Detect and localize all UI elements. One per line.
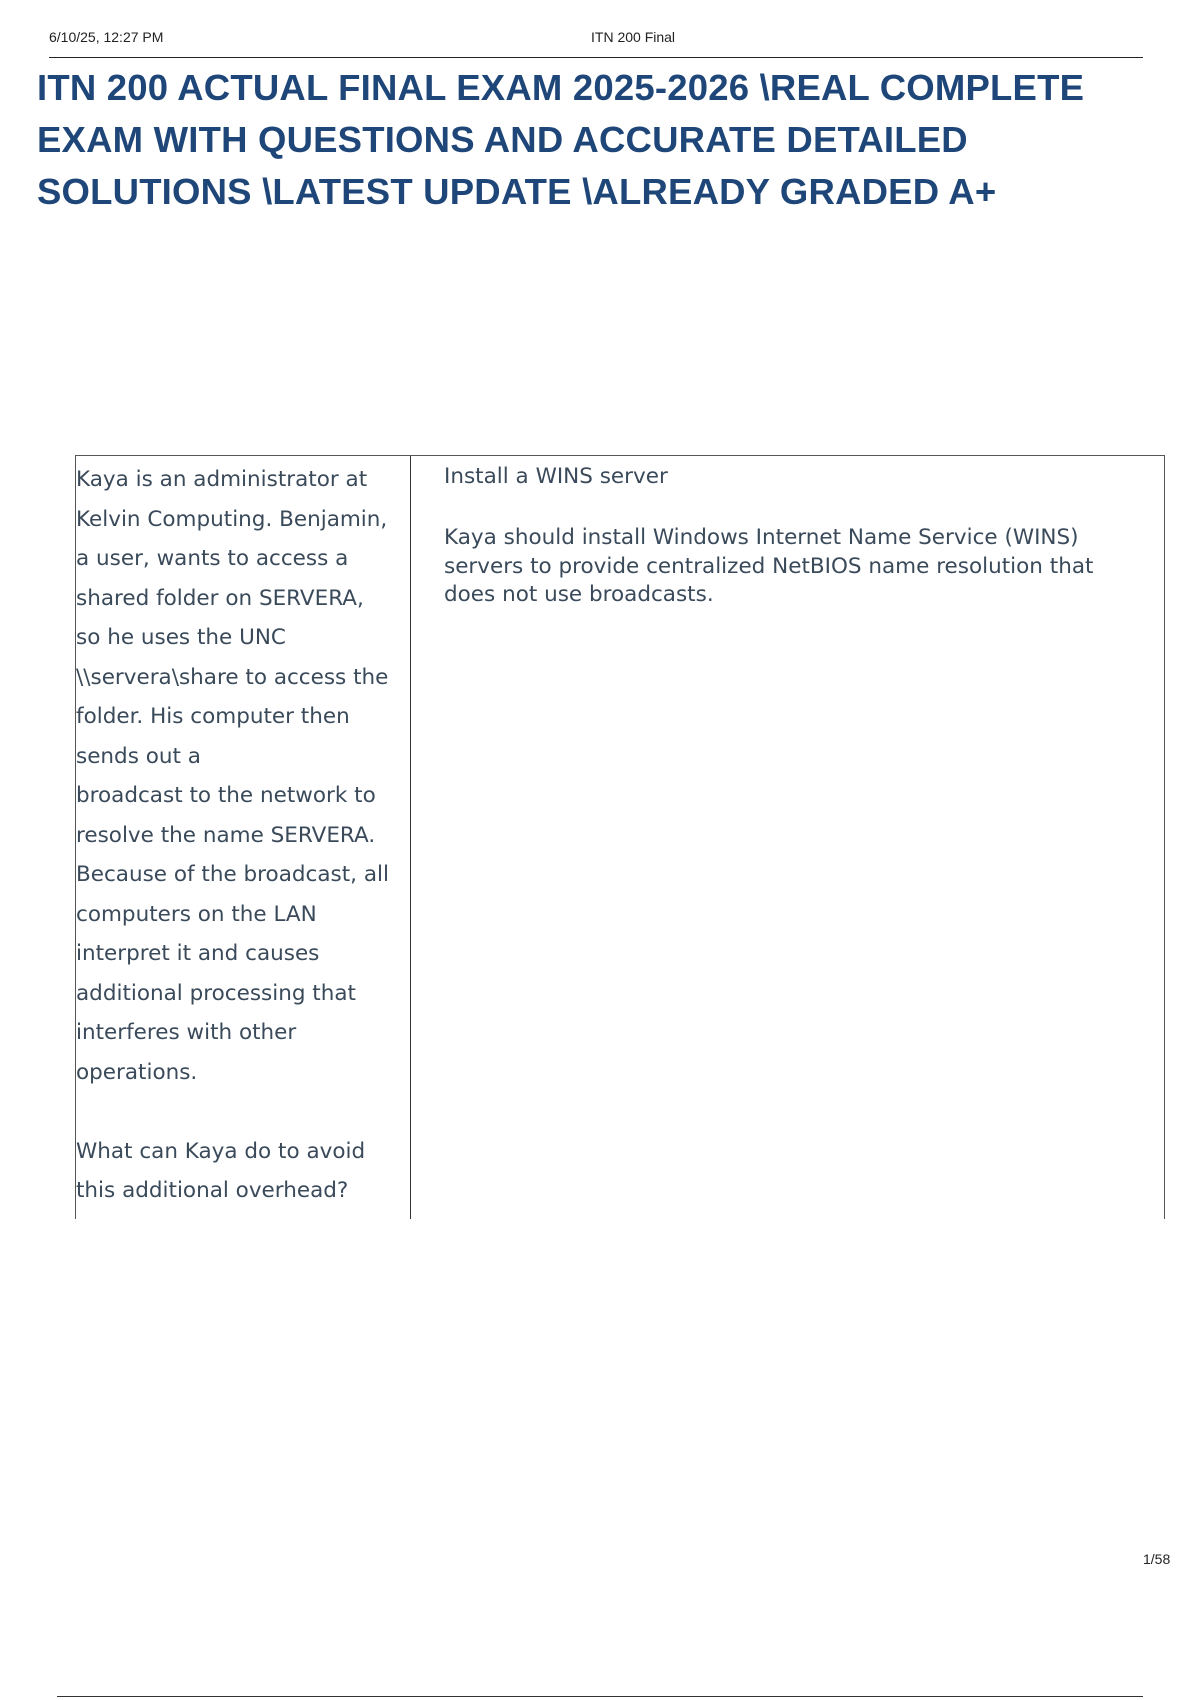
exam-title: ITN 200 ACTUAL FINAL EXAM 2025-2026 \REAL COMPLETE EXAM WITH QUESTIONS AND ACCURATE DETAILED SOLUTIONS \LATEST UPDATE \ALREADY GRADED A+ (37, 67, 1085, 212)
page-number: 1/58 (1143, 1551, 1171, 1567)
column-divider (410, 456, 411, 1219)
answer-cell (444, 460, 1144, 610)
print-header (49, 29, 1143, 58)
print-document-title: ITN 200 Final (591, 29, 676, 45)
question-text: Kaya is an administrator at Kelvin Computing. Benjamin, a user, wants to access a shared folder on SERVERA, so he uses the UNC \\servera\share to access the folder. His computer then sends out a broadcast to the network to resolve the name SERVERA. Because of the broadcast, all computers on the LAN interpret it and causes additional processing that interferes with other operations. What can Kaya do to avoid this additional overhead? (76, 467, 389, 1203)
question-answer-table (75, 455, 1165, 1219)
answer-title: Install a WINS server (444, 464, 668, 489)
print-date: 6/10/25, 12:27 PM (49, 29, 164, 45)
footer-rule (57, 1696, 1143, 1697)
answer-explanation: Kaya should install Windows Internet Name Service (WINS) servers to provide centralized NetBIOS name resolution that does not use broadcasts. (444, 525, 1094, 607)
